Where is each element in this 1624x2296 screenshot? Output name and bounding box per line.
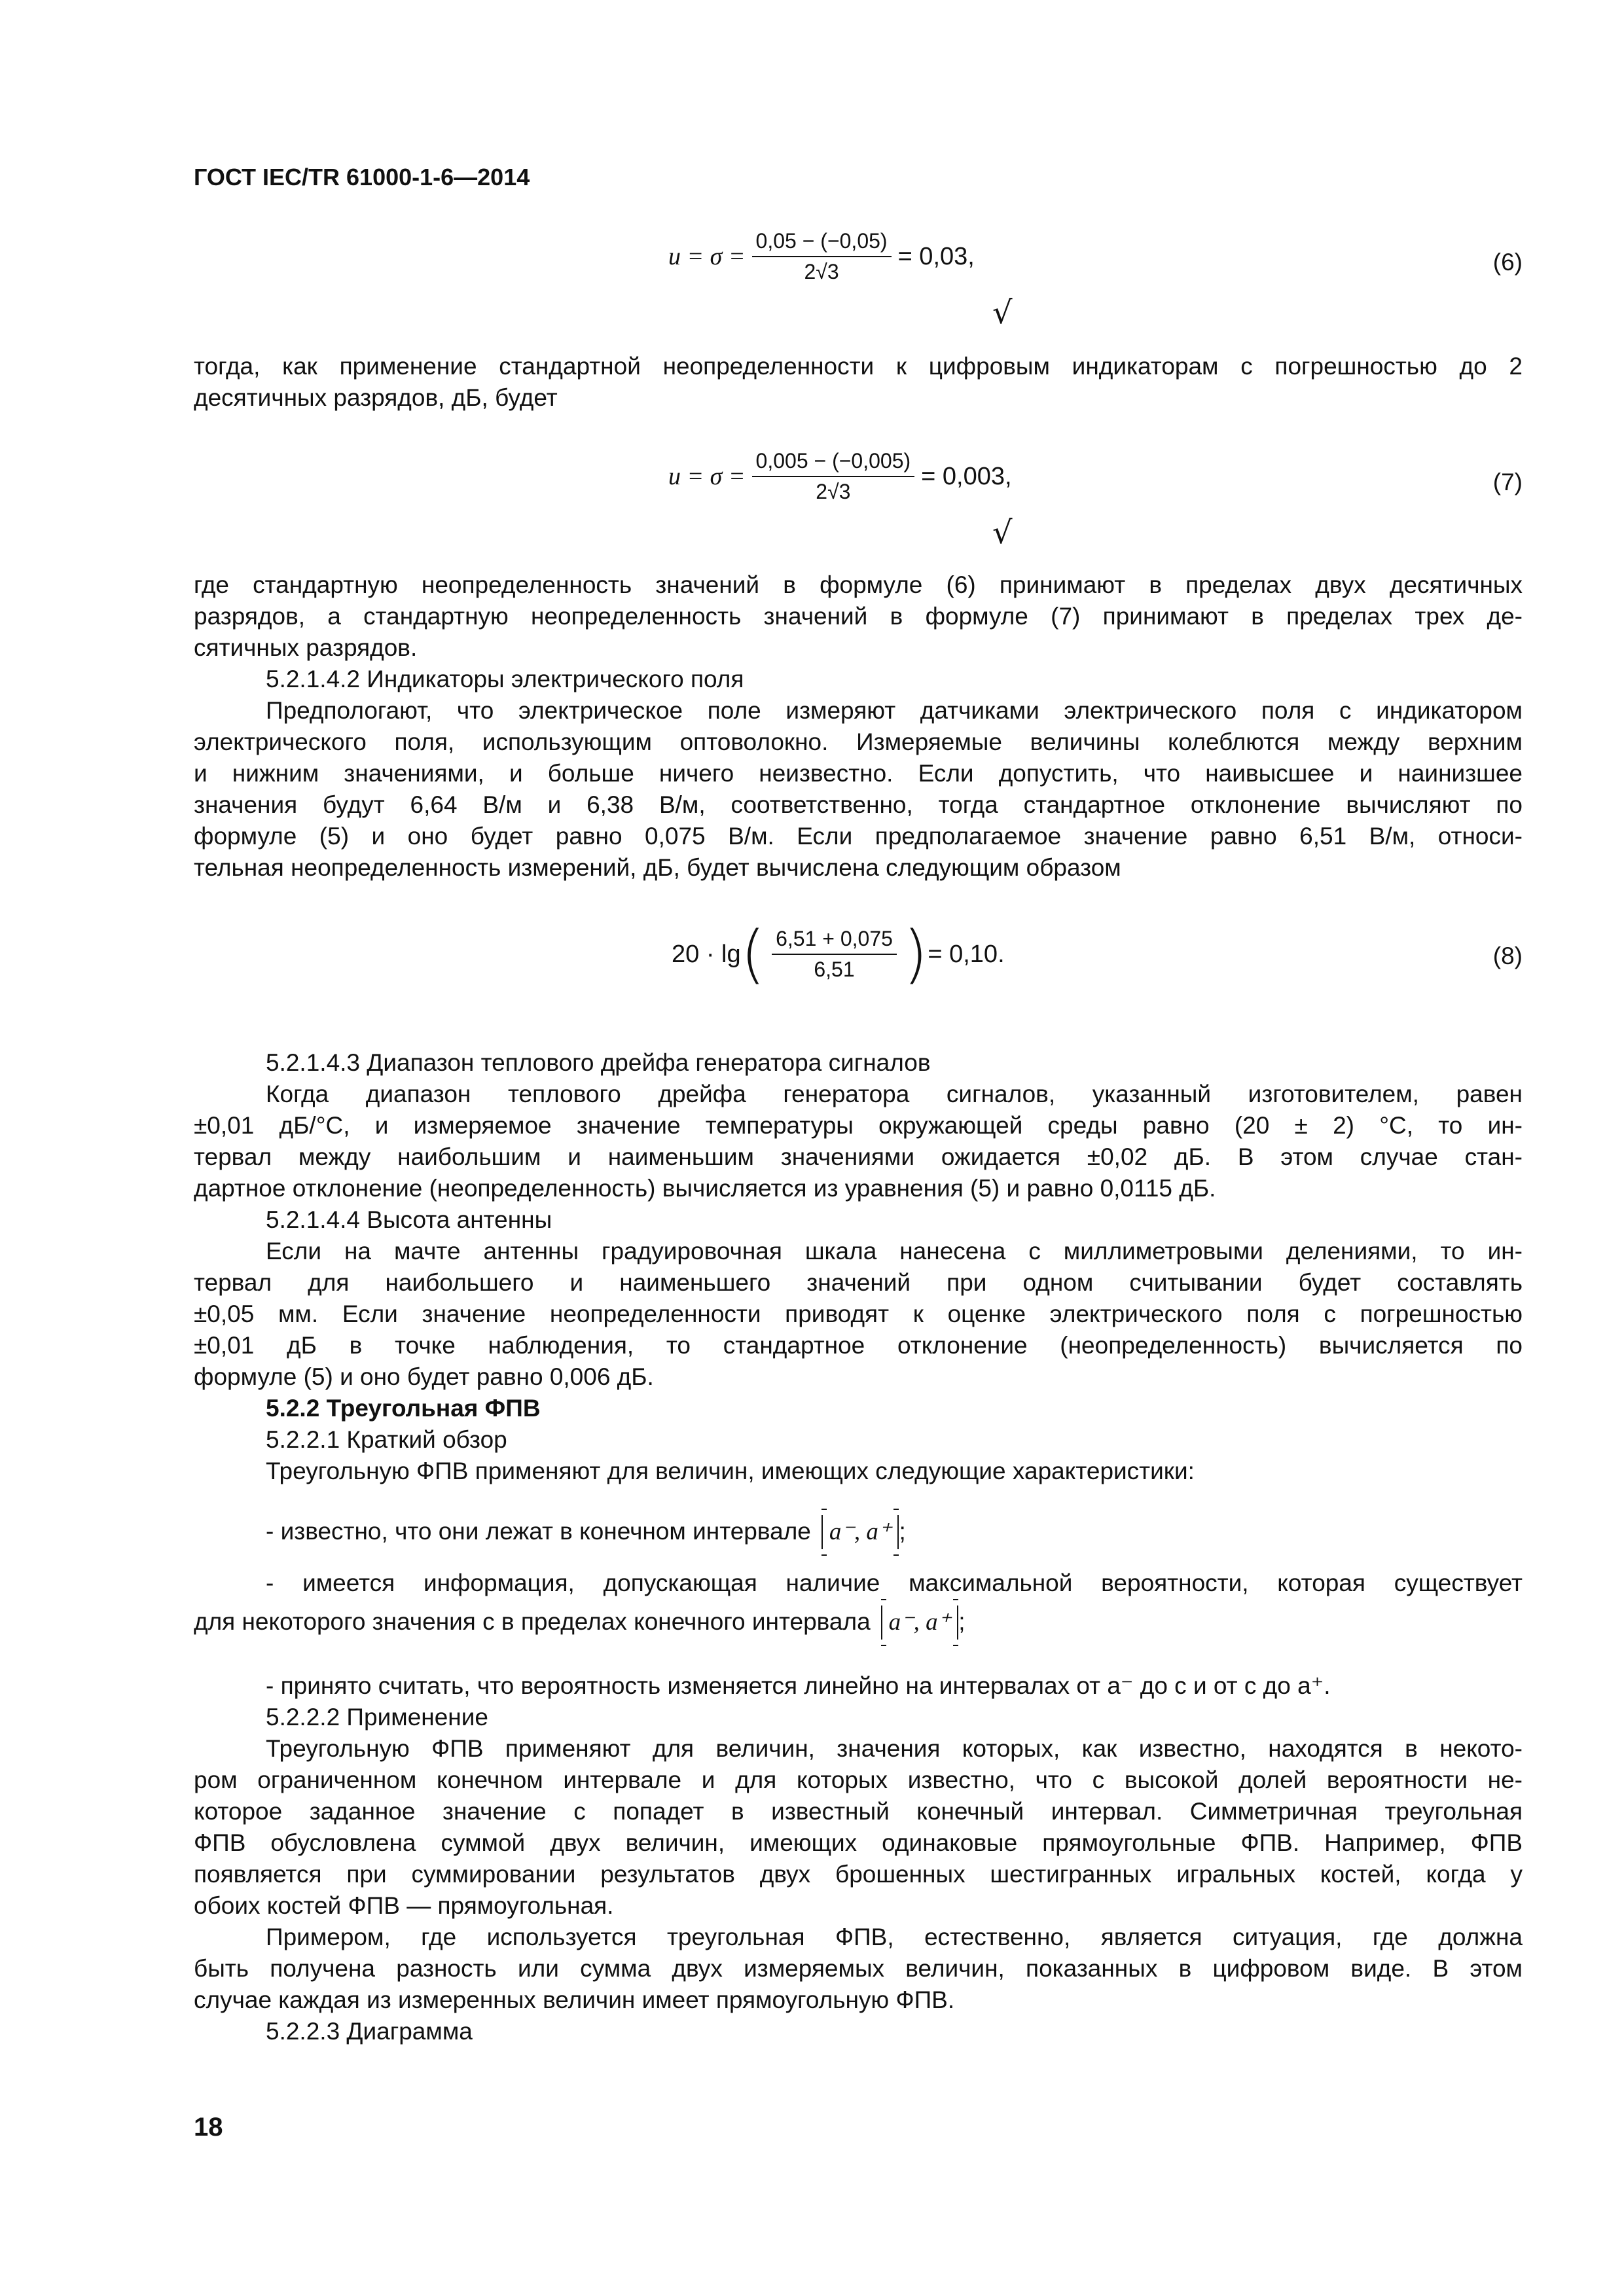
- equation-8-numerator: 6,51 + 0,075: [772, 927, 897, 955]
- equation-7-numerator: 0,005 − (−0,005): [752, 449, 915, 477]
- section-5-2-2-2: - принято считать, что вероятность изменяется линейно на интервалах от a⁻ до c и от c до a⁺. 5.2.2.2 Применение Треугольную ФПВ применяют для величин, значения которых, как известно, находятся в некото- ром ограниченном конечном интервале и для которых известно, что с высокой долей вероятности не- которое заданное значение c попадет в известный конечный интервал. Симметричная треугольная ФПВ обусловлена суммой двух величин, имеющих одинаковые прямоугольные ФПВ. Например, ФПВ появляется при суммировании результатов двух брошенных шестигранных игральных костей, когда у обоих костей ФПВ — прямоугольная. Примером, где используется треугольная ФПВ, естественно, является ситуация, где должна быть получена разность или сумма двух измеряемых величин, показанных в цифровом виде. В этом случае каждая из измеренных величин имеет прямоугольную ФПВ. 5.2.2.3 Диаграмма: [194, 1670, 1523, 2047]
- interval-bracket: a⁻, a⁺: [881, 1605, 959, 1640]
- interval-bracket: a⁻, a⁺: [821, 1515, 899, 1549]
- document-header: ГОСТ IEC/TR 61000-1-6—2014: [194, 164, 530, 190]
- equation-7-formula: [668, 449, 1012, 504]
- bullet-finite-interval: - известно, что они лежат в конечном интервале a⁻, a⁺ ;: [194, 1515, 1523, 1549]
- square-root-icon: √: [992, 295, 1013, 331]
- equation-8-lhs: 20 · lg: [672, 940, 741, 968]
- equation-8-denominator: 6,51: [814, 958, 855, 981]
- equation-6-numerator: 0,05 − (−0,05): [752, 229, 892, 257]
- paragraph-digital-indicators: тогда, как применение стандартной неопределенности к цифровым индикаторам с погрешностью до 2 десятичных разрядов, дБ, будет: [194, 353, 1523, 411]
- equation-7-number: (7): [1492, 469, 1523, 495]
- heading-5-2-2: 5.2.2 Треугольная ФПВ: [266, 1395, 541, 1422]
- bullet-linear-probability: - принято считать, что вероятность изменяется линейно на интервалах от a⁻ до c и от c до a⁺.: [266, 1672, 1331, 1699]
- equation-7-denominator: 2√3: [816, 480, 851, 503]
- paragraph-triangular-pdf-intro: Треугольную ФПВ применяют для величин, имеющих следующие характеристики:: [266, 1458, 1195, 1484]
- equation-8: [194, 918, 1523, 1001]
- page-number: 18: [194, 2113, 223, 2142]
- equation-6-lhs: u = σ =: [668, 243, 746, 270]
- equation-7: [194, 449, 1523, 551]
- bullet-max-probability: - имеется информация, допускающая наличие максимальной вероятности, которая существует для некоторого значения с в пределах конечного интервала a⁻, a⁺ ;: [194, 1568, 1523, 1640]
- square-root-icon: √: [992, 514, 1013, 551]
- equation-7-lhs: u = σ =: [668, 463, 746, 490]
- equation-7-fraction: [752, 449, 915, 504]
- equation-6-number: (6): [1492, 249, 1523, 276]
- equation-6-denominator: 2√3: [804, 260, 839, 283]
- equation-6: [194, 229, 1523, 331]
- section-5-2-1-4-3-to-5-2-2-1: 5.2.1.4.3 Диапазон теплового дрейфа генератора сигналов Когда диапазон теплового дрейфа генератора сигналов, указанный изготовителем, равен ±0,01 дБ/°C, и измеряемое значение температуры окружающей среды равно (20 ± 2) °C, то ин- тервал между наибольшим и наименьшим значениями ожидается ±0,02 дБ. В этом случае стан- дартное отклонение (неопределенность) вычисляется из уравнения (5) и равно 0,0115 дБ. 5.2.1.4.4 Высота антенны Если на мачте антенны градуировочная шкала нанесена с миллиметровыми делениями, то ин- тервал для наибольшего и наименьшего значений при одном считывании будет составлять ±0,05 мм. Если значение неопределенности приводят к оценке электрического поля с погрешностью ±0,01 дБ в точке наблюдения, то стандартное отклонение (неопределенность) вычисляется по формуле (5) и оно будет равно 0,006 дБ. 5.2.2 Треугольная ФПВ 5.2.2.1 Краткий обзор Треугольную ФПВ применяют для величин, имеющих следующие характеристики:: [194, 1047, 1523, 1487]
- equation-6-result: = 0,03,: [897, 242, 975, 270]
- equation-6-formula: [668, 229, 975, 284]
- heading-5-2-2-3: 5.2.2.3 Диаграмма: [266, 2018, 473, 2045]
- heading-5-2-2-1: 5.2.2.1 Краткий обзор: [266, 1426, 507, 1453]
- equation-8-result: = 0,10.: [928, 940, 1005, 968]
- equation-6-fraction: [752, 229, 892, 284]
- heading-5-2-2-2: 5.2.2.2 Применение: [266, 1704, 488, 1731]
- equation-8-number: (8): [1492, 942, 1523, 969]
- equation-8-formula: 20 · lg ( $\frac{6,51 + 0,075}{6,51}$ ) = 0,10.: [672, 918, 1005, 991]
- equation-7-result: = 0,003,: [921, 462, 1012, 490]
- heading-5-2-1-4-4: 5.2.1.4.4 Высота антенны: [266, 1206, 552, 1233]
- equation-8-fraction: [772, 927, 897, 982]
- heading-5-2-1-4-2: 5.2.1.4.2 Индикаторы электрического поля: [266, 666, 744, 692]
- heading-5-2-1-4-3: 5.2.1.4.3 Диапазон теплового дрейфа генератора сигналов: [266, 1049, 931, 1076]
- section-5-2-1-4: где стандартную неопределенность значений в формуле (6) принимают в пределах двух десятичных разрядов, а стандартную неопределенность значений в формуле (7) принимают в пределах трех де- сятичных разрядов. 5.2.1.4.2 Индикаторы электрического поля Предпологают, что электрическое поле измеряют датчиками электрического поля с индикатором электрического поля, использующим оптоволокно. Измеряемые величины колеблются между верхним и нижним значениями, и больше ничего неизвестно. Если допустить, что наивысшее и наинизшее значения будут 6,64 В/м и 6,38 В/м, соответственно, тогда стандартное отклонение вычисляют по формуле (5) и оно будет равно 0,075 В/м. Если предполагаемое значение равно 6,51 В/м, относи- тельная неопределенность измерений, дБ, будет вычислена следующим образом: [194, 571, 1523, 881]
